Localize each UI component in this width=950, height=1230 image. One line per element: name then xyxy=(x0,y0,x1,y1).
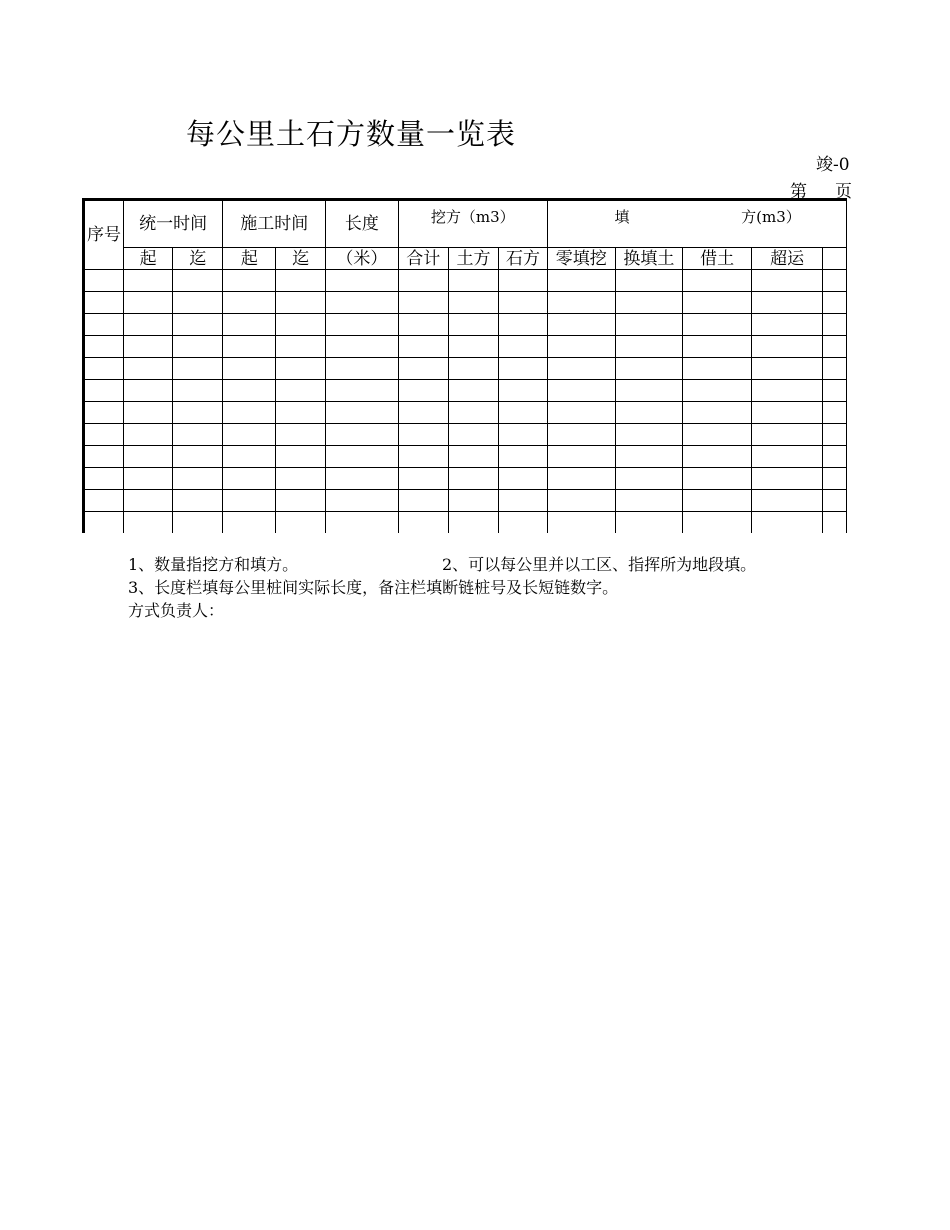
table-cell[interactable] xyxy=(547,336,615,358)
table-cell[interactable] xyxy=(223,424,276,446)
table-cell[interactable] xyxy=(448,270,498,292)
table-cell[interactable] xyxy=(499,292,548,314)
table-cell[interactable] xyxy=(823,424,847,446)
table-cell[interactable] xyxy=(547,446,615,468)
table-cell[interactable] xyxy=(448,468,498,490)
table-cell[interactable] xyxy=(683,468,752,490)
table-cell[interactable] xyxy=(823,292,847,314)
table-cell[interactable] xyxy=(123,424,172,446)
table-cell[interactable] xyxy=(276,468,326,490)
table-cell[interactable] xyxy=(683,424,752,446)
table-cell[interactable] xyxy=(448,358,498,380)
table-cell[interactable] xyxy=(223,468,276,490)
table-cell[interactable] xyxy=(326,468,399,490)
table-cell[interactable] xyxy=(823,336,847,358)
table-cell[interactable] xyxy=(123,270,172,292)
table-cell[interactable] xyxy=(547,314,615,336)
table-cell[interactable] xyxy=(398,380,448,402)
table-cell[interactable] xyxy=(326,292,399,314)
table-cell[interactable] xyxy=(223,292,276,314)
table-cell[interactable] xyxy=(615,314,683,336)
table-cell[interactable] xyxy=(615,512,683,534)
table-cell[interactable] xyxy=(84,512,124,534)
table-cell[interactable] xyxy=(499,314,548,336)
table-cell[interactable] xyxy=(547,512,615,534)
table-cell[interactable] xyxy=(326,446,399,468)
table-cell[interactable] xyxy=(173,270,223,292)
table-cell[interactable] xyxy=(398,468,448,490)
table-cell[interactable] xyxy=(823,512,847,534)
table-cell[interactable] xyxy=(84,314,124,336)
table-cell[interactable] xyxy=(752,490,823,512)
table-cell[interactable] xyxy=(84,468,124,490)
table-cell[interactable] xyxy=(615,292,683,314)
table-cell[interactable] xyxy=(547,270,615,292)
table-cell[interactable] xyxy=(398,270,448,292)
col-over-haul: 超运 xyxy=(752,248,823,270)
table-cell[interactable] xyxy=(615,446,683,468)
table-cell[interactable] xyxy=(326,380,399,402)
table-cell[interactable] xyxy=(615,270,683,292)
table-cell[interactable] xyxy=(173,468,223,490)
table-cell[interactable] xyxy=(499,446,548,468)
table-cell[interactable] xyxy=(448,314,498,336)
table-row xyxy=(84,314,847,336)
table-cell[interactable] xyxy=(547,424,615,446)
notes-row-1 xyxy=(128,553,757,576)
table-cell[interactable] xyxy=(823,314,847,336)
table-cell[interactable] xyxy=(223,490,276,512)
table-cell[interactable] xyxy=(326,336,399,358)
table-row xyxy=(84,402,847,424)
table-cell[interactable] xyxy=(84,270,124,292)
table-cell[interactable] xyxy=(448,512,498,534)
table-cell[interactable] xyxy=(823,270,847,292)
table-cell[interactable] xyxy=(615,336,683,358)
table-row xyxy=(84,468,847,490)
col-zero-fill: 零填挖 xyxy=(547,248,615,270)
table-cell[interactable] xyxy=(398,512,448,534)
note-3: 3、长度栏填每公里桩间实际长度，备注栏填断链桩号及长短链数字。 xyxy=(128,578,619,597)
table-cell[interactable] xyxy=(752,292,823,314)
table-cell[interactable] xyxy=(173,446,223,468)
table-cell[interactable] xyxy=(499,380,548,402)
table-cell[interactable] xyxy=(683,380,752,402)
table-cell[interactable] xyxy=(547,380,615,402)
table-cell[interactable] xyxy=(276,336,326,358)
table-cell[interactable] xyxy=(615,468,683,490)
table-cell[interactable] xyxy=(276,512,326,534)
table-cell[interactable] xyxy=(398,490,448,512)
table-container xyxy=(82,198,847,533)
table-cell[interactable] xyxy=(683,292,752,314)
table-cell[interactable] xyxy=(547,402,615,424)
table-cell[interactable] xyxy=(448,424,498,446)
table-row xyxy=(84,270,847,292)
table-cell[interactable] xyxy=(173,314,223,336)
table-cell[interactable] xyxy=(823,468,847,490)
col-excavation: 挖方（m3） xyxy=(398,200,547,248)
table-cell[interactable] xyxy=(123,292,172,314)
table-cell[interactable] xyxy=(683,490,752,512)
table-cell[interactable] xyxy=(752,358,823,380)
table-cell[interactable] xyxy=(276,314,326,336)
table-cell[interactable] xyxy=(326,512,399,534)
table-cell[interactable] xyxy=(499,336,548,358)
table-cell[interactable] xyxy=(123,512,172,534)
col-unified-time: 统一时间 xyxy=(123,200,222,248)
table-cell[interactable] xyxy=(173,490,223,512)
table-cell[interactable] xyxy=(84,336,124,358)
table-cell[interactable] xyxy=(499,270,548,292)
table-cell[interactable] xyxy=(276,292,326,314)
table-cell[interactable] xyxy=(683,358,752,380)
table-cell[interactable] xyxy=(752,380,823,402)
table-row xyxy=(84,446,847,468)
table-cell[interactable] xyxy=(173,358,223,380)
header-row-1 xyxy=(84,200,847,248)
table-cell[interactable] xyxy=(547,468,615,490)
table-cell[interactable] xyxy=(683,336,752,358)
table-cell[interactable] xyxy=(448,292,498,314)
table-cell[interactable] xyxy=(223,270,276,292)
table-cell[interactable] xyxy=(173,424,223,446)
table-cell[interactable] xyxy=(223,358,276,380)
table-cell[interactable] xyxy=(752,424,823,446)
form-code: 竣-0 xyxy=(816,155,850,175)
table-cell[interactable] xyxy=(499,402,548,424)
table-cell[interactable] xyxy=(276,446,326,468)
table-cell[interactable] xyxy=(547,292,615,314)
col-seq: 序号 xyxy=(84,200,124,270)
table-cell[interactable] xyxy=(326,402,399,424)
notes xyxy=(128,553,757,622)
col-length: 长度 xyxy=(326,200,399,248)
table-cell[interactable] xyxy=(499,358,548,380)
col-stone: 石方 xyxy=(499,248,548,270)
table-cell[interactable] xyxy=(223,336,276,358)
page-title: 每公里土石方数量一览表 xyxy=(186,117,517,151)
table-cell[interactable] xyxy=(448,402,498,424)
table-cell[interactable] xyxy=(499,512,548,534)
table-cell[interactable] xyxy=(752,512,823,534)
table-cell[interactable] xyxy=(223,402,276,424)
table-cell[interactable] xyxy=(683,446,752,468)
col-extra xyxy=(823,248,847,270)
table-cell[interactable] xyxy=(223,446,276,468)
table-cell[interactable] xyxy=(752,270,823,292)
col-length-unit: （米） xyxy=(326,248,399,270)
table-row xyxy=(84,292,847,314)
table-cell[interactable] xyxy=(84,490,124,512)
col-construction-time: 施工时间 xyxy=(223,200,326,248)
table-cell[interactable] xyxy=(615,490,683,512)
table-cell[interactable] xyxy=(223,512,276,534)
col-borrow: 借土 xyxy=(683,248,752,270)
page-prefix: 第 xyxy=(790,182,807,202)
table-cell[interactable] xyxy=(123,468,172,490)
table-cell[interactable] xyxy=(123,490,172,512)
table-cell[interactable] xyxy=(823,380,847,402)
note-2: 2、可以每公里并以工区、指挥所为地段填。 xyxy=(442,555,757,574)
table-cell[interactable] xyxy=(84,402,124,424)
table-cell[interactable] xyxy=(448,490,498,512)
table-cell[interactable] xyxy=(547,490,615,512)
table-row xyxy=(84,380,847,402)
table-cell[interactable] xyxy=(398,424,448,446)
table-cell[interactable] xyxy=(326,270,399,292)
table-cell[interactable] xyxy=(123,402,172,424)
table-cell[interactable] xyxy=(276,380,326,402)
table-cell[interactable] xyxy=(123,380,172,402)
table-cell[interactable] xyxy=(398,358,448,380)
notes-row-2 xyxy=(128,576,618,599)
table-cell[interactable] xyxy=(84,292,124,314)
table-row xyxy=(84,358,847,380)
table-cell[interactable] xyxy=(448,380,498,402)
earthwork-table xyxy=(82,198,847,533)
table-cell[interactable] xyxy=(752,314,823,336)
table-cell[interactable] xyxy=(752,336,823,358)
table-cell[interactable] xyxy=(823,358,847,380)
table-cell[interactable] xyxy=(398,336,448,358)
col-replace-fill: 换填土 xyxy=(615,248,683,270)
table-cell[interactable] xyxy=(448,336,498,358)
table-cell[interactable] xyxy=(276,358,326,380)
table-cell[interactable] xyxy=(84,446,124,468)
col-fill xyxy=(547,200,846,248)
table-cell[interactable] xyxy=(326,314,399,336)
table-cell[interactable] xyxy=(499,490,548,512)
table-row xyxy=(84,336,847,358)
table-row xyxy=(84,424,847,446)
header-row-2 xyxy=(84,248,847,270)
table-row xyxy=(84,512,847,534)
col-total: 合计 xyxy=(398,248,448,270)
table-cell[interactable] xyxy=(84,358,124,380)
table-cell[interactable] xyxy=(326,424,399,446)
table-cell[interactable] xyxy=(398,446,448,468)
page-suffix: 页 xyxy=(835,182,852,202)
table-cell[interactable] xyxy=(683,270,752,292)
table-cell[interactable] xyxy=(123,314,172,336)
table-cell[interactable] xyxy=(683,314,752,336)
col-construction-end: 迄 xyxy=(276,248,326,270)
table-cell[interactable] xyxy=(448,446,498,468)
table-cell[interactable] xyxy=(173,336,223,358)
table-cell[interactable] xyxy=(398,402,448,424)
table-cell[interactable] xyxy=(276,424,326,446)
col-earth: 土方 xyxy=(448,248,498,270)
table-cell[interactable] xyxy=(123,336,172,358)
table-row xyxy=(84,490,847,512)
table-cell[interactable] xyxy=(499,424,548,446)
table-cell[interactable] xyxy=(615,358,683,380)
table-cell[interactable] xyxy=(499,468,548,490)
table-cell[interactable] xyxy=(326,358,399,380)
table-cell[interactable] xyxy=(276,490,326,512)
table-cell[interactable] xyxy=(615,380,683,402)
table-cell[interactable] xyxy=(823,402,847,424)
table-cell[interactable] xyxy=(683,402,752,424)
col-construction-start: 起 xyxy=(223,248,276,270)
table-cell[interactable] xyxy=(223,314,276,336)
col-unified-start: 起 xyxy=(123,248,172,270)
table-cell[interactable] xyxy=(683,512,752,534)
table-cell[interactable] xyxy=(823,446,847,468)
table-cell[interactable] xyxy=(615,424,683,446)
table-cell[interactable] xyxy=(276,270,326,292)
table-cell[interactable] xyxy=(615,402,683,424)
table-cell[interactable] xyxy=(398,292,448,314)
table-cell[interactable] xyxy=(398,314,448,336)
fill-right: 方(m3） xyxy=(741,208,801,226)
table-cell[interactable] xyxy=(173,380,223,402)
table-cell[interactable] xyxy=(752,468,823,490)
signer-label: 方式负责人： xyxy=(128,601,225,620)
table-cell[interactable] xyxy=(326,490,399,512)
col-unified-end: 迄 xyxy=(173,248,223,270)
table-cell[interactable] xyxy=(84,380,124,402)
table-cell[interactable] xyxy=(173,512,223,534)
table-cell[interactable] xyxy=(547,358,615,380)
notes-row-3 xyxy=(128,599,618,622)
table-cell[interactable] xyxy=(752,446,823,468)
table-cell[interactable] xyxy=(173,292,223,314)
table-cell[interactable] xyxy=(752,402,823,424)
table-cell[interactable] xyxy=(84,424,124,446)
table-cell[interactable] xyxy=(173,402,223,424)
table-cell[interactable] xyxy=(276,402,326,424)
table-cell[interactable] xyxy=(223,380,276,402)
table-cell[interactable] xyxy=(123,358,172,380)
note-1: 1、数量指挖方和填方。 xyxy=(128,555,299,574)
table-cell[interactable] xyxy=(123,446,172,468)
fill-left: 填 xyxy=(614,208,630,226)
table-cell[interactable] xyxy=(823,490,847,512)
